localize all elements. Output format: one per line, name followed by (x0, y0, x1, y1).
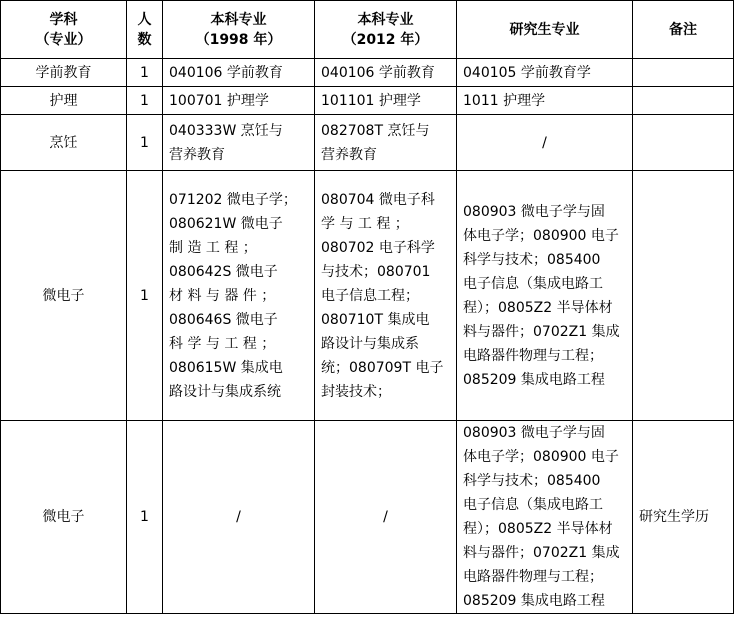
cell-ug-1998-line: 080615W 集成电 (169, 359, 283, 376)
cell-grad-line: 程）；0805Z2 半导体材 (463, 521, 613, 537)
cell-ug-1998-line: 100701 护理学 (169, 92, 269, 109)
cell-ug-1998-line: 080621W 微电子 (169, 215, 283, 232)
cell-subject: 烹饪 (1, 115, 127, 171)
cell-ug-1998-line: 071202 微电子学； (169, 191, 297, 208)
cell-ug-1998 (163, 59, 315, 87)
cell-grad-line: 电子信息（集成电路工 (463, 275, 603, 292)
cell-subject: 微电子 (1, 421, 127, 614)
cell-grad (457, 87, 633, 115)
cell-ug-1998-line: 080642S 微电子 (169, 263, 278, 280)
header-note: 备注 (633, 1, 734, 59)
cell-ug-1998-line: 080646S 微电子 (169, 311, 278, 328)
cell-grad-line: 电子信息（集成电路工 (463, 497, 603, 513)
cell-ug-1998-line: 营养教育 (169, 146, 225, 163)
cell-ug-1998-line: 040333W 烹饪与 (169, 122, 283, 139)
cell-grad-line: 科学与技术；085400 (463, 251, 601, 268)
cell-ug-2012-line: 101101 护理学 (321, 92, 421, 109)
header-ug-2012: 本科专业 （2012 年） (315, 1, 457, 59)
table-row (1, 59, 734, 87)
cell-ug-1998-line: 材 料 与 器 件 ； (169, 287, 276, 304)
cell-note (633, 171, 734, 421)
cell-ug-2012 (315, 171, 457, 421)
table-row (1, 421, 734, 614)
cell-note (633, 59, 734, 87)
cell-grad (457, 171, 633, 421)
header-subject: 学科 （专业） (1, 1, 127, 59)
cell-ug-1998 (163, 171, 315, 421)
cell-grad-line: / (542, 134, 547, 151)
cell-grad-line: 体电子学；080900 电子 (463, 449, 619, 465)
cell-ug-2012-line: 040106 学前教育 (321, 64, 435, 81)
cell-ug-2012-line: 与技术；080701 (321, 263, 431, 280)
cell-ug-1998 (163, 87, 315, 115)
cell-count: 1 (127, 171, 163, 421)
cell-ug-2012-line: 路设计与集成系 (321, 335, 419, 352)
cell-note (633, 115, 734, 171)
cell-grad-line: 料与器件；0702Z1 集成 (463, 545, 620, 561)
cell-grad (457, 59, 633, 87)
cell-note (633, 87, 734, 115)
cell-subject: 护理 (1, 87, 127, 115)
cell-count: 1 (127, 421, 163, 614)
cell-ug-2012-line: 封装技术； (321, 383, 391, 400)
cell-ug-2012 (315, 59, 457, 87)
cell-grad (457, 115, 633, 171)
cell-grad-line: 080903 微电子学与固 (463, 425, 605, 441)
cell-count: 1 (127, 87, 163, 115)
cell-grad-line: 1011 护理学 (463, 92, 546, 109)
table-row (1, 87, 734, 115)
cell-count: 1 (127, 59, 163, 87)
header-count: 人 数 (127, 1, 163, 59)
header-row (1, 1, 734, 59)
cell-ug-2012 (315, 115, 457, 171)
cell-ug-1998 (163, 115, 315, 171)
cell-subject: 学前教育 (1, 59, 127, 87)
table-row (1, 171, 734, 421)
cell-grad-line: 科学与技术；085400 (463, 473, 601, 489)
cell-ug-2012 (315, 421, 457, 614)
table-row (1, 115, 734, 171)
cell-grad-line: 体电子学；080900 电子 (463, 227, 619, 244)
cell-subject: 微电子 (1, 171, 127, 421)
cell-ug-1998-line: 路设计与集成系统 (169, 383, 281, 400)
cell-grad-line: 电路器件物理与工程； (463, 569, 603, 585)
cell-note: 研究生学历 (633, 421, 734, 614)
cell-ug-1998-line: 040106 学前教育 (169, 64, 283, 81)
cell-ug-2012-line: 080702 电子科学 (321, 239, 435, 256)
cell-grad-line: 料与器件；0702Z1 集成 (463, 323, 620, 340)
cell-ug-2012-line: 统；080709T 电子 (321, 359, 444, 376)
cell-grad-line: 电路器件物理与工程； (463, 347, 603, 364)
cell-grad (457, 421, 633, 614)
cell-grad-line: 085209 集成电路工程 (463, 593, 605, 609)
cell-grad-line: 085209 集成电路工程 (463, 371, 605, 388)
header-ug-1998: 本科专业 （1998 年） (163, 1, 315, 59)
cell-grad-line: 程）；0805Z2 半导体材 (463, 299, 613, 316)
cell-ug-2012-line: 电子信息工程； (321, 287, 419, 304)
cell-ug-1998-line: 制 造 工 程 ； (169, 239, 257, 256)
cell-ug-2012-line: 营养教育 (321, 146, 377, 163)
cell-grad-line: 080903 微电子学与固 (463, 203, 605, 220)
cell-ug-2012-line: / (383, 509, 388, 525)
cell-count: 1 (127, 115, 163, 171)
cell-ug-1998 (163, 421, 315, 614)
cell-ug-2012-line: 学 与 工 程 ； (321, 215, 409, 232)
cell-grad-line: 040105 学前教育学 (463, 64, 591, 81)
header-grad: 研究生专业 (457, 1, 633, 59)
cell-ug-2012-line: 080704 微电子科 (321, 191, 435, 208)
cell-ug-1998-line: 科 学 与 工 程 ； (169, 335, 276, 352)
cell-ug-1998-line: / (236, 509, 241, 525)
cell-ug-2012-line: 080710T 集成电 (321, 311, 430, 328)
cell-ug-2012 (315, 87, 457, 115)
cell-ug-2012-line: 082708T 烹饪与 (321, 122, 430, 139)
